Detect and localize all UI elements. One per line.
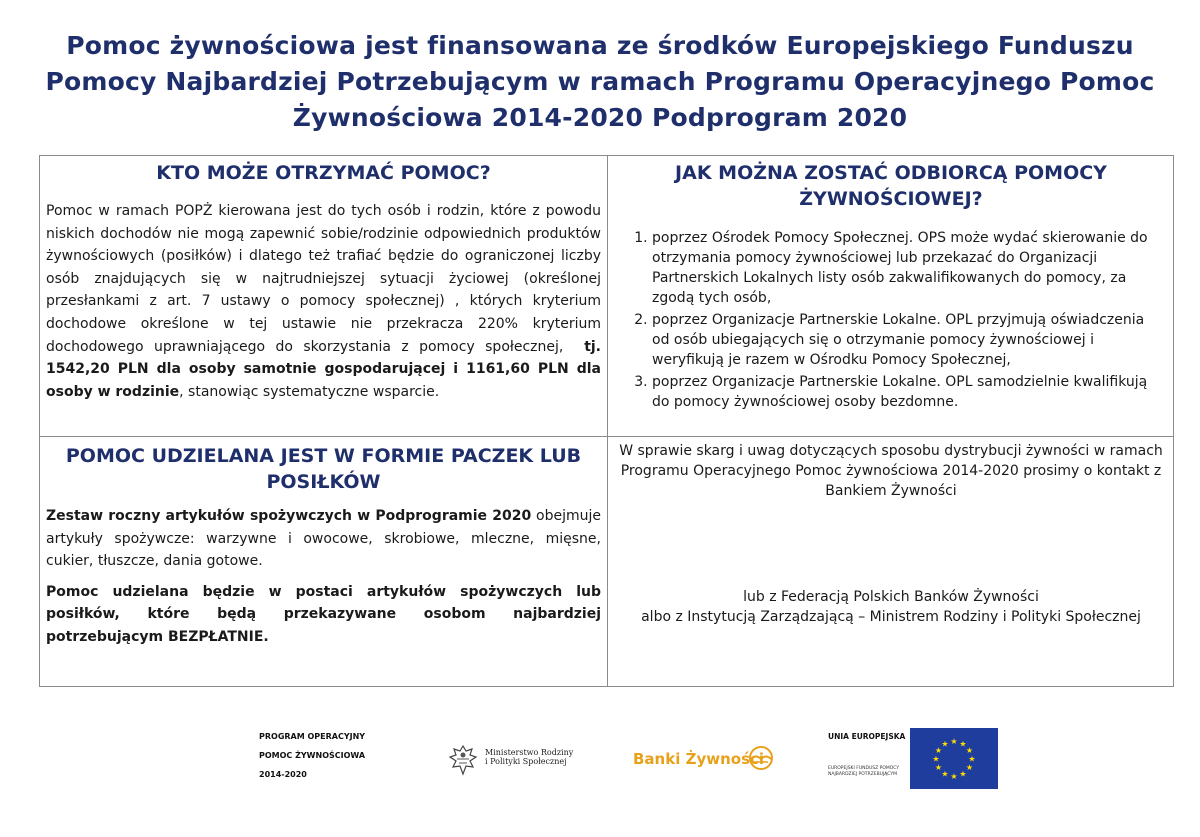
complaints-line-3: albo z Instytucją Zarządzającą – Ministrem Rodziny i Polityki Społecznej: [641, 609, 1141, 625]
who-cell: [40, 156, 607, 436]
eu-stars: [910, 728, 998, 789]
how-heading: JAK MOŻNA ZOSTAĆ ODBIORCĄ POMOCY ŻYWNOŚCIOWEJ?: [675, 162, 1107, 210]
who-tail: , stanowiąc systematyczne wsparcie.: [179, 383, 440, 400]
svg-text:★: ★: [932, 754, 940, 764]
eu-fund-line-2: NAJBARDZIEJ POTRZEBUJĄCYM: [828, 771, 897, 777]
svg-text:★: ★: [934, 763, 943, 772]
complaints-line-2: lub z Federacją Polskich Banków Żywności: [743, 589, 1039, 605]
svg-text:★: ★: [968, 754, 976, 764]
eu-flag-icon: [910, 728, 998, 789]
program-logo-line-1: PROGRAM OPERACYJNY: [259, 732, 366, 741]
form-para-1: [46, 505, 601, 573]
svg-text:★: ★: [934, 746, 943, 755]
ministry-line-2: i Polityki Społecznej: [485, 757, 567, 766]
svg-text:★: ★: [965, 763, 974, 772]
eu-fund-label: [828, 766, 908, 777]
title-line-3: Żywnościowa 2014-2020 Podprogram 2020: [292, 103, 908, 132]
page-title: [0, 28, 1200, 136]
program-logo-line-3: 2014-2020: [259, 770, 307, 779]
svg-text:★: ★: [965, 746, 974, 755]
svg-text:★: ★: [959, 739, 967, 749]
who-text: [46, 200, 601, 403]
footer-logos: [0, 720, 1200, 800]
title-line-2: Pomocy Najbardziej Potrzebującym w ramach Programu Operacyjnego Pomoc: [45, 67, 1155, 96]
program-logo-line-2: POMOC ŻYWNOŚCIOWA: [259, 751, 366, 760]
form-para-2: Pomoc udzielana będzie w postaci artykułów spożywczych lub posiłków, które będą przekazywane osobom najbardziej potrzebującym BEZPŁATNIE.: [46, 583, 601, 645]
svg-text:★: ★: [941, 769, 949, 779]
list-item: 2. poprzez Organizacje Partnerskie Lokalne. OPL przyjmują oświadczenia od osób ubiegających się o otrzymanie pomocy żywnościowej i weryfikują je razem w Ośrodku Pomocy Społecznej,: [652, 310, 1164, 370]
who-heading: KTO MOŻE OTRZYMAĆ POMOC?: [156, 162, 491, 184]
eu-fund-line-1: EUROPEJSKI FUNDUSZ POMOCY: [828, 766, 900, 771]
list-item: 3. poprzez Organizacje Partnerskie Lokalne. OPL samodzielnie kwalifikują do pomocy żywnościowej osoby bezdomne.: [652, 372, 1164, 412]
banki-zywnosci-emblem-icon: [744, 746, 778, 770]
eu-label: UNIA EUROPEJSKA: [828, 732, 906, 741]
svg-text:★: ★: [941, 739, 949, 749]
svg-text:★: ★: [950, 772, 958, 781]
eagle-emblem-icon: [447, 743, 479, 777]
form-heading: POMOC UDZIELANA JEST W FORMIE PACZEK LUB POSIŁKÓW: [65, 445, 582, 493]
svg-text:★: ★: [950, 737, 958, 746]
how-list: [618, 228, 1164, 412]
who-body: Pomoc w ramach POPŻ kierowana jest do tych osób i rodzin, które z powodu niskich dochodów nie mogą zapewnić sobie/rodzinie odpowiednich produktów żywnościowych (posiłków) i dlatego też trafiać będzie do ograniczonej liczby osób znajdujących się w najtrudniejszej sytuacji życiowej (określonej przesłankami z art. 7 ustawy o pomocy społecznej) , których kryterium dochodowe określone w tej ustawie nie przekracza 220% kryterium dochodowego uprawniającego do skorzystania z pomocy społecznej,: [46, 203, 601, 355]
info-table: [39, 155, 1174, 687]
form-p1-bold: Zestaw roczny artykułów spożywczych w Podprogramie 2020: [46, 508, 532, 524]
complaints-cell: [608, 437, 1174, 687]
form-cell: [40, 437, 607, 687]
how-cell: [608, 156, 1174, 436]
ministry-logo: [485, 748, 573, 766]
svg-text:★: ★: [959, 769, 967, 779]
complaints-text: W sprawie skarg i uwag dotyczących sposobu dystrybucji żywności w ramach Programu Operacyjnego Pomoc żywnościowa 2014-2020 prosimy o kontakt z Bankiem Żywności: [619, 443, 1163, 499]
title-line-1: Pomoc żywnościowa jest finansowana ze środków Europejskiego Funduszu: [66, 31, 1134, 60]
list-item: 1. poprzez Ośrodek Pomocy Społecznej. OPS może wydać skierowanie do otrzymania pomocy żywnościowej lub przekazać do Organizacji Partnerskich Lokalnych listy osób zakwalifikowanych do pomocy, za zgodą tych osób,: [652, 228, 1164, 308]
banki-zywnosci-logo-text: Banki Żywności: [633, 750, 765, 768]
form-p1-text: obejmuje artykuły spożywcze: warzywne i owocowe, skrobiowe, mleczne, mięsne, cukier, tłuszcze, dania gotowe.: [46, 508, 601, 570]
ministry-line-1: Ministerstwo Rodziny: [485, 748, 574, 757]
who-income-bold: tj. 1542,20 PLN dla osoby samotnie gospodarującej i 1161,60 PLN dla osoby w rodzinie: [46, 338, 601, 400]
